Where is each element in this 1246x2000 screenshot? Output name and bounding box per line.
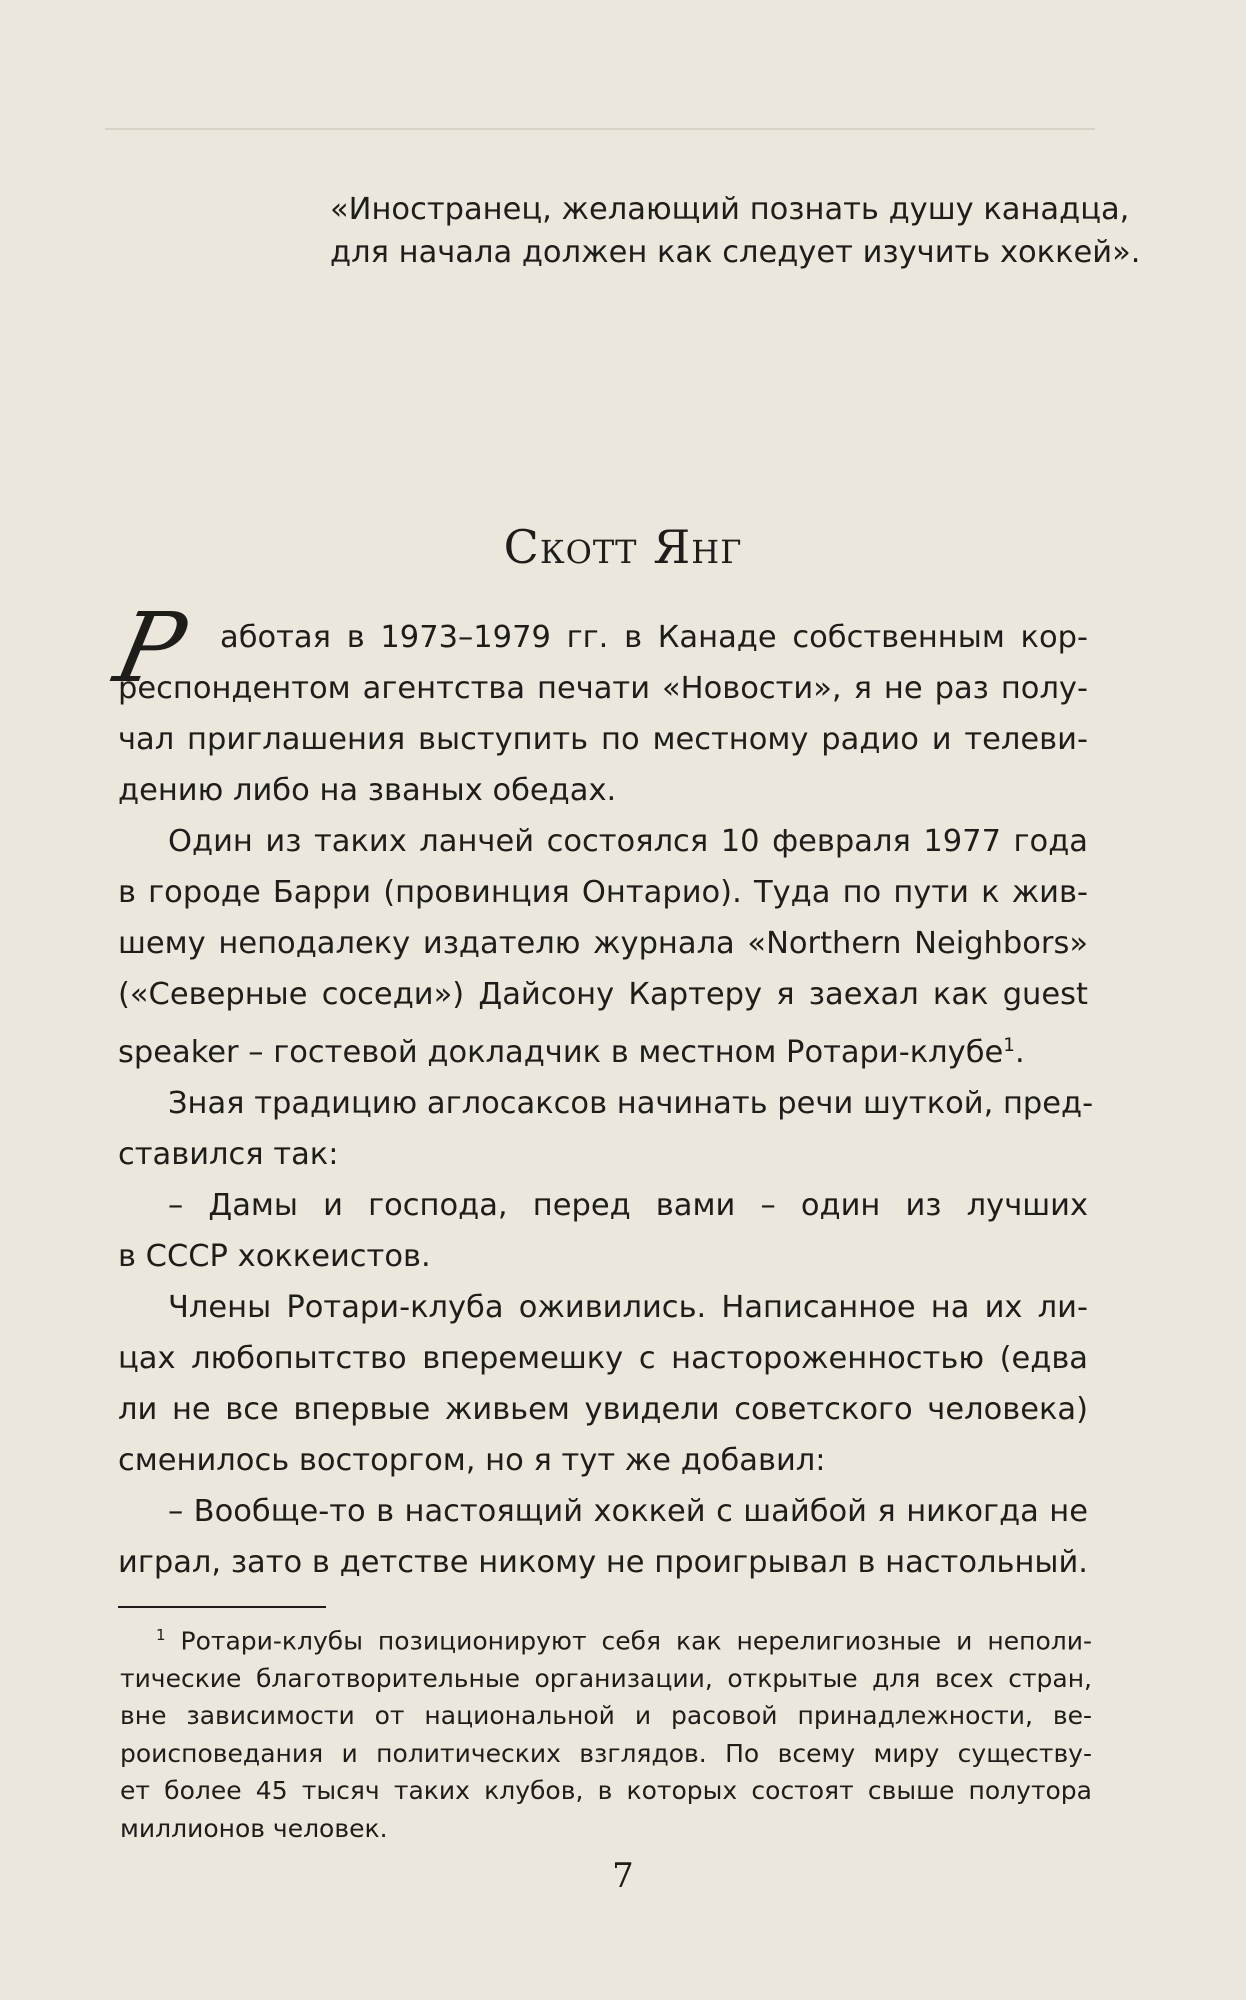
text-line: сменилось восторгом, но я тут же добавил:: [118, 1443, 826, 1479]
footnote-rule: [118, 1606, 326, 1608]
footnote-line: миллионов человек.: [120, 1813, 388, 1843]
epigraph: [330, 188, 1141, 274]
text-line: цах любопытство вперемешку с настороженностью (едва: [118, 1341, 1088, 1377]
paragraph: [118, 816, 1088, 1078]
paragraph: [118, 1078, 1094, 1180]
text-fragment: speaker – гостевой докладчик в местном Ротари-клубе: [118, 1035, 1004, 1071]
text-line: – Дамы и господа, перед вами – один из лучших: [168, 1188, 1088, 1224]
chapter-title: Скотт Янг: [503, 520, 743, 574]
text-line: ли не все впервые живьем увидели советского человека): [118, 1392, 1088, 1428]
page-number: 7: [612, 1856, 634, 1896]
text-line: Члены Ротари-клуба оживились. Написанное на их ли-: [168, 1290, 1088, 1326]
footnote-line: вне зависимости от национальной и расовой принадлежности, ве-: [120, 1701, 1092, 1731]
footnote-line: тические благотворительные организации, открытые для всех стран,: [120, 1663, 1092, 1693]
text-line: респондентом агентства печати «Новости», я не раз полу-: [118, 671, 1088, 706]
text-line: Зная традицию аглосаксов начинать речи шуткой, пред-: [168, 1086, 1094, 1122]
text-line: шему неподалеку издателю журнала «Northern Neighbors»: [118, 926, 1088, 961]
text-line: чал приглашения выступить по местному радио и телеви-: [118, 722, 1088, 757]
footnote-line: ет более 45 тысяч таких клубов, в которых состоят свыше полутора: [120, 1776, 1092, 1806]
epigraph-line: «Иностранец, желающий познать душу канадца,: [330, 192, 1130, 227]
header-rule: [105, 128, 1095, 130]
text-line: ставился так:: [118, 1137, 339, 1173]
footnote-line: роисповедания и политических взглядов. По всему миру существу-: [120, 1738, 1092, 1768]
paragraph: [118, 1282, 1088, 1486]
text-line: в городе Барри (провинция Онтарио). Туда по пути к жив-: [118, 875, 1088, 910]
footnote-line: [120, 1617, 1092, 1660]
epigraph-line: для начала должен как следует изучить хоккей».: [330, 235, 1141, 270]
footnote: [120, 1617, 1092, 1847]
footnote-marker: 1: [156, 1626, 166, 1644]
drop-cap: Р: [106, 592, 195, 704]
text-line: аботая в 1973–1979 гг. в Канаде собственным кор-: [220, 620, 1088, 655]
text-line: speaker – гостевой докладчик в местном Ротари-клубе$^1$.: [118, 1035, 1025, 1071]
paragraph: [118, 1180, 1088, 1282]
text-line: играл, зато в детстве никому не проигрывал в настольный.: [118, 1545, 1088, 1581]
text-line: Один из таких ланчей состоялся 10 февраля 1977 года: [168, 824, 1088, 859]
text-line: – Вообще-то в настоящий хоккей с шайбой я никогда не: [168, 1494, 1088, 1530]
text-fragment: Ротари-клубы позиционируют себя как нерелигиозные и неполи-: [165, 1626, 1092, 1656]
text-line: в СССР хоккеистов.: [118, 1239, 431, 1275]
paragraph: [118, 1486, 1088, 1588]
footnote-ref: 1: [1003, 1035, 1015, 1056]
body-text: [106, 592, 1094, 1588]
text-line: дению либо на званых обедах.: [118, 773, 617, 808]
text-line: («Северные соседи») Дайсону Картеру я заехал как guest: [118, 977, 1088, 1012]
paragraph: [106, 592, 1088, 816]
